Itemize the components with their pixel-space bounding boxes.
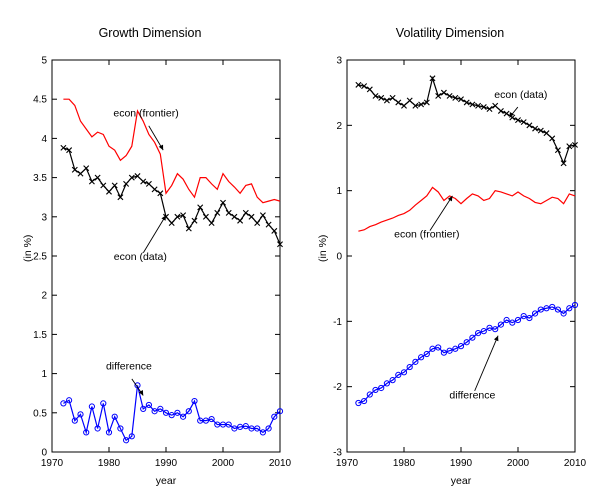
series-marker xyxy=(112,183,117,188)
y-tick-label: -2 xyxy=(333,382,342,394)
series-marker xyxy=(555,148,560,153)
series-marker xyxy=(232,214,237,219)
series-marker xyxy=(78,171,83,176)
series-marker xyxy=(527,123,532,128)
series-marker xyxy=(209,220,214,225)
series-marker xyxy=(266,222,271,227)
x-tick-label: 2000 xyxy=(506,458,530,469)
series-marker xyxy=(367,87,372,92)
y-tick-label: 3.5 xyxy=(33,173,47,185)
y-tick-label: 3 xyxy=(336,55,342,67)
x-tick-label: 2010 xyxy=(563,458,587,469)
series-marker xyxy=(550,136,555,141)
series-line xyxy=(358,305,575,403)
y-tick-label: 0 xyxy=(41,447,47,459)
y-tick-label: 1 xyxy=(41,369,47,381)
series-marker xyxy=(152,187,157,192)
y-axis-label-volatility: (in %) xyxy=(317,234,329,262)
series-marker xyxy=(498,108,503,113)
y-tick-label: -1 xyxy=(333,316,342,328)
series-marker xyxy=(220,200,225,205)
y-tick-label: 2 xyxy=(41,290,47,302)
chart-panel-volatility xyxy=(300,0,600,500)
series-marker xyxy=(186,226,191,231)
series-annotation: econ (data) xyxy=(494,88,548,101)
x-tick-label: 1980 xyxy=(97,458,121,469)
series-marker xyxy=(84,166,89,171)
x-axis-label: year xyxy=(155,475,177,487)
annotation-leader xyxy=(430,196,453,231)
x-axis-label: year xyxy=(450,475,472,487)
series-marker xyxy=(401,103,406,108)
series-marker xyxy=(384,98,389,103)
series-annotation: econ (frontier) xyxy=(113,107,179,120)
chart-title-volatility: Volatility Dimension xyxy=(395,26,505,40)
series-marker xyxy=(407,98,412,103)
chart-title-growth: Growth Dimension xyxy=(98,26,202,40)
series-marker xyxy=(396,100,401,105)
annotation-leader xyxy=(475,336,498,391)
series-marker xyxy=(169,220,174,225)
series-marker xyxy=(260,213,265,218)
y-tick-label: 1.5 xyxy=(33,329,47,341)
series-marker xyxy=(272,228,277,233)
x-tick-label: 1990 xyxy=(449,458,473,469)
y-tick-label: 2 xyxy=(336,120,342,132)
series-marker xyxy=(215,210,220,215)
series-line xyxy=(358,187,575,231)
annotation-arrowhead xyxy=(159,145,163,151)
series-marker xyxy=(89,179,94,184)
series-marker xyxy=(146,181,151,186)
plot-area-volatility xyxy=(300,0,600,500)
series-marker xyxy=(255,220,260,225)
series-marker xyxy=(493,103,498,108)
series-marker xyxy=(249,214,254,219)
series-annotation: econ (data) xyxy=(113,250,167,263)
series-marker xyxy=(118,195,123,200)
x-tick-label: 2010 xyxy=(268,458,292,469)
series-marker xyxy=(441,90,446,95)
y-tick-label: 0 xyxy=(336,251,342,263)
y-tick-label: 5 xyxy=(41,55,47,67)
annotation-leader xyxy=(143,215,166,252)
series-marker xyxy=(544,131,549,136)
series-marker xyxy=(124,181,129,186)
series-marker xyxy=(504,111,509,116)
y-tick-label: 1 xyxy=(336,186,342,198)
series-marker xyxy=(390,95,395,100)
annotation-arrowhead xyxy=(161,215,166,221)
x-tick-label: 1970 xyxy=(335,458,359,469)
series-marker xyxy=(95,175,100,180)
y-tick-label: 4 xyxy=(41,133,47,145)
y-tick-label: 2.5 xyxy=(33,251,47,263)
y-axis-label-growth: (in %) xyxy=(22,234,34,262)
series-annotation: difference xyxy=(449,389,496,402)
series-marker xyxy=(106,189,111,194)
y-tick-label: -3 xyxy=(333,447,342,459)
series-marker xyxy=(203,214,208,219)
series-marker xyxy=(101,183,106,188)
x-tick-label: 1980 xyxy=(392,458,416,469)
series-marker xyxy=(198,205,203,210)
series-marker xyxy=(243,210,248,215)
series-line xyxy=(63,148,280,244)
x-tick-label: 2000 xyxy=(211,458,235,469)
y-tick-label: 0.5 xyxy=(33,408,47,420)
series-marker xyxy=(61,145,66,150)
x-tick-label: 1990 xyxy=(154,458,178,469)
series-marker xyxy=(238,218,243,223)
series-annotation: econ (frontier) xyxy=(394,228,460,241)
series-marker xyxy=(226,210,231,215)
y-tick-label: 3 xyxy=(41,212,47,224)
x-tick-label: 1970 xyxy=(40,458,64,469)
series-annotation: difference xyxy=(105,360,152,373)
y-tick-label: 4.5 xyxy=(33,94,47,106)
series-marker xyxy=(141,179,146,184)
series-marker xyxy=(192,218,197,223)
